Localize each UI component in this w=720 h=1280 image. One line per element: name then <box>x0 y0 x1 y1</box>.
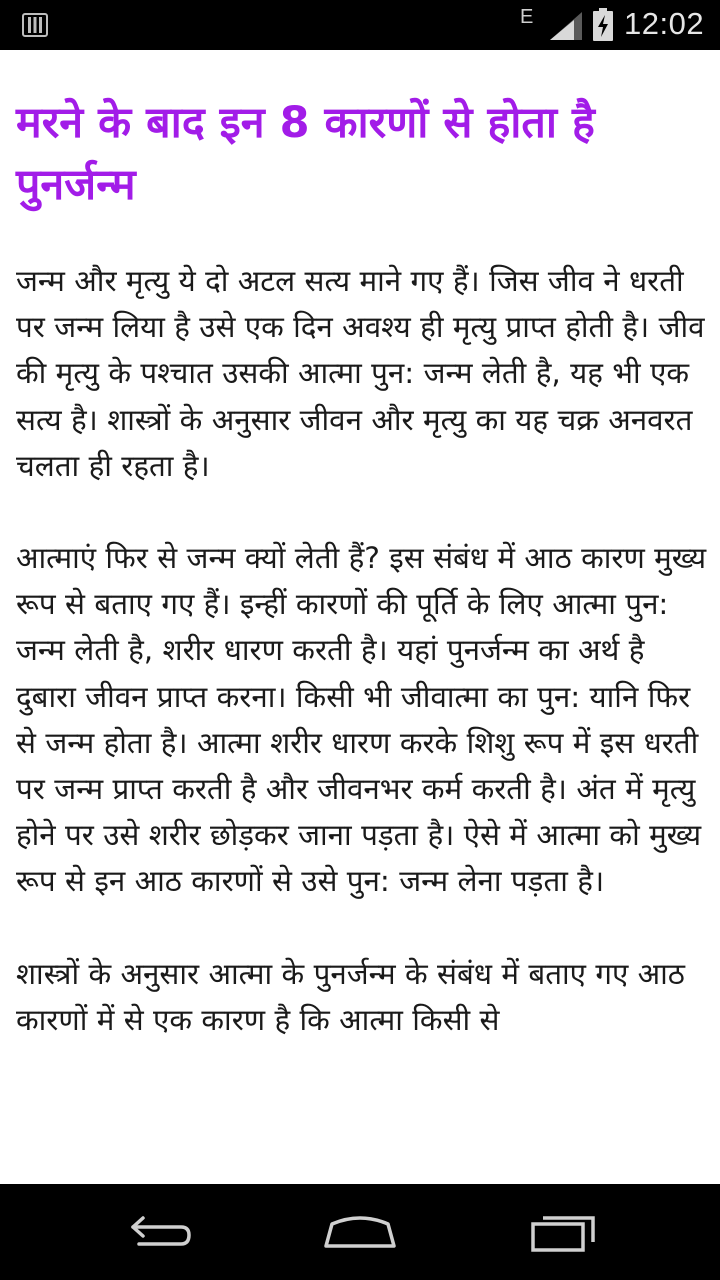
status-bar <box>0 0 720 50</box>
network-type-label: E <box>520 6 534 28</box>
article-title: मरने के बाद इन 8 कारणों से होता है पुनर्जन्म <box>16 98 595 210</box>
article-paragraph: आत्माएं फिर से जन्म क्यों लेती हैं? इस संबंध में आठ कारण मुख्य रूप से बताए गए हैं। इन्हीं कारणों की पूर्ति के लिए आत्मा पुन: जन्म लेती है, शरीर धारण करती है। यहां पुनर्जन्म का अर्थ है दुबारा जीवन प्राप्त करना। किसी भी जीवात्मा का पुन: यानि फिर से जन्म होता है। आत्मा शरीर धारण करके शिशु रूप में इस धरती पर जन्म प्राप्त करती है और जीवनभर कर्म करती है। अंत में मृत्यु होने पर उसे शरीर छोड़कर जाना पड़ता है। ऐसे में आत्मा को मुख्य रूप से इन आठ कारणों से उसे पुन: जन्म लेना पड़ता है। <box>16 541 707 899</box>
back-button[interactable] <box>115 1202 205 1262</box>
home-icon <box>322 1210 398 1254</box>
recents-button[interactable] <box>518 1202 608 1262</box>
recents-icon <box>527 1210 599 1254</box>
clock: 12:02 <box>624 6 705 41</box>
battery-charging-icon <box>592 8 614 42</box>
back-icon <box>123 1210 197 1254</box>
article-paragraph: शास्त्रों के अनुसार आत्मा के पुनर्जन्म के संबंध में बताए गए आठ कारणों में से एक कारण है कि आत्मा किसी से <box>16 956 685 1037</box>
signal-icon <box>548 10 584 42</box>
notification-icon <box>22 12 48 38</box>
navigation-bar <box>0 1184 720 1280</box>
article-view[interactable] <box>0 50 720 1184</box>
article-paragraph: जन्म और मृत्यु ये दो अटल सत्य माने गए हैं। जिस जीव ने धरती पर जन्म लिया है उसे एक दिन अवश्य ही मृत्यु प्राप्त होती है। जीव की मृत्यु के पश्चात उसकी आत्मा पुन: जन्म लेती है, यह भी एक सत्य है। शास्त्रों के अनुसार जीवन और मृत्यु का यह चक्र अनवरत चलता ही रहता है। <box>16 264 705 483</box>
home-button[interactable] <box>315 1202 405 1262</box>
article-body <box>16 258 710 1089</box>
